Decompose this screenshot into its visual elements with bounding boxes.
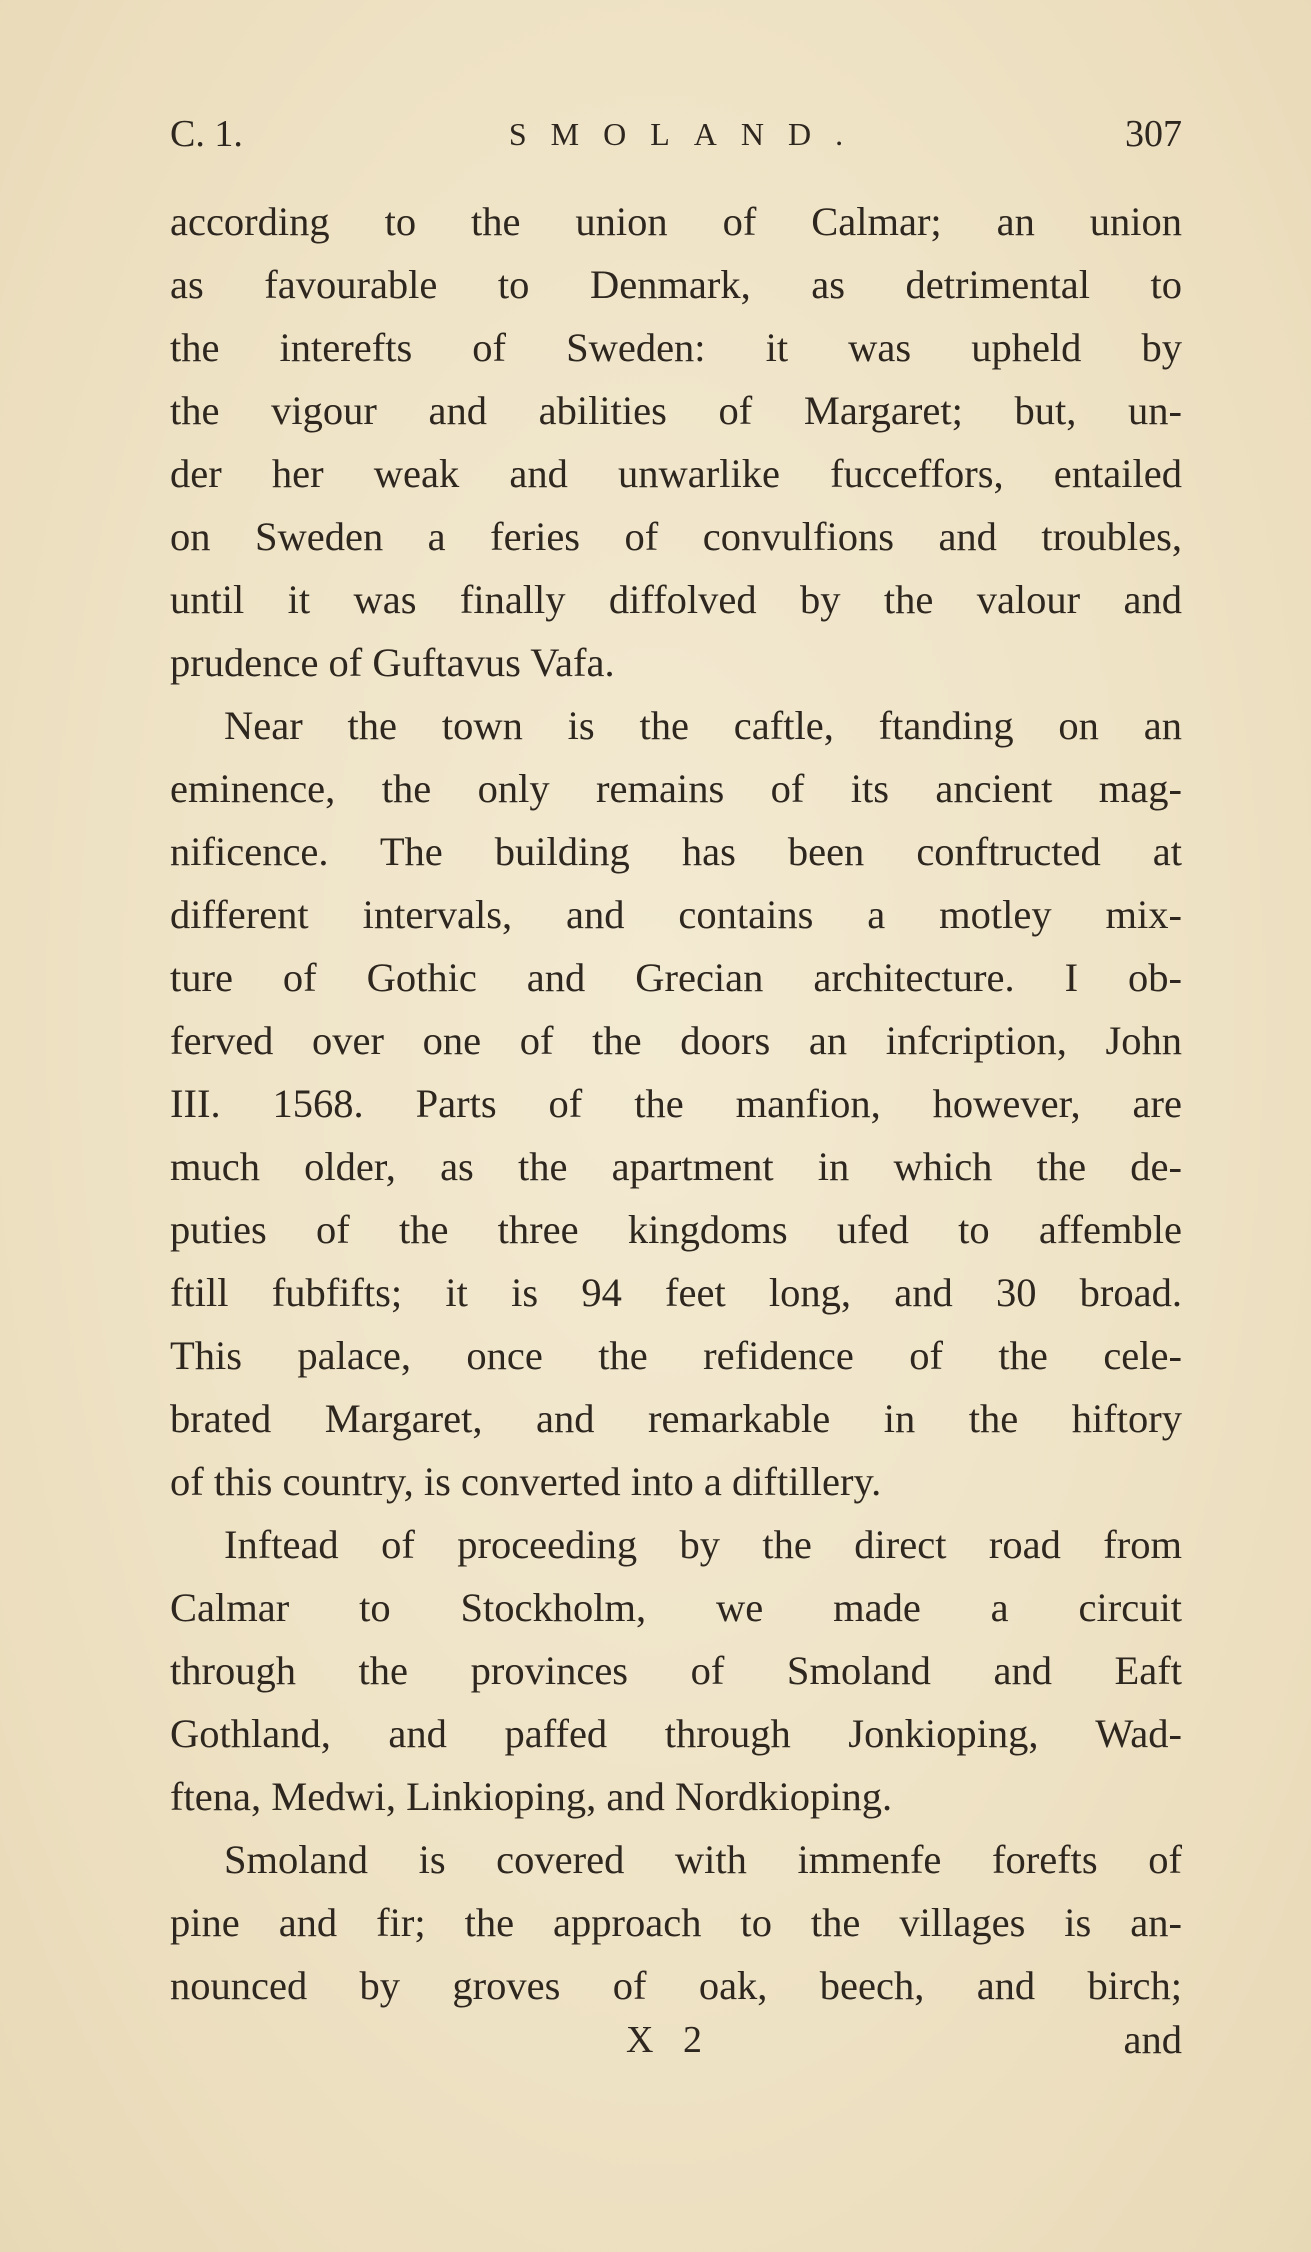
text-line: ferved over one of the doors an infcription, John [170,1018,1182,1063]
text-line: der her weak and unwarlike fucceffors, entailed [170,451,1182,496]
text-line: Gothland, and paffed through Jonkioping, Wad- [170,1711,1182,1756]
text-line: much older, as the apartment in which the de- [170,1144,1182,1189]
paragraph-start-line: Inftead of proceeding by the direct road from [224,1522,1182,1567]
text-line: eminence, the only remains of its ancient mag- [170,766,1182,811]
text-line: the interefts of Sweden: it was upheld by [170,325,1182,370]
text-line: pine and fir; the approach to the villages is an- [170,1900,1182,1945]
chapter-marker: C. 1. [170,113,243,155]
text-line: on Sweden a feries of convulfions and troubles, [170,514,1182,559]
running-title: SMOLAND. [508,116,868,152]
text-line: This palace, once the refidence of the cele- [170,1333,1182,1378]
text-line: III. 1568. Parts of the manfion, however, are [170,1081,1182,1126]
text-line: of this country, is converted into a diftillery. [170,1459,882,1504]
text-line: prudence of Guftavus Vafa. [170,640,615,685]
text-line: nounced by groves of oak, beech, and birch; [170,1963,1182,2008]
text-line: ftena, Medwi, Linkioping, and Nordkioping. [170,1774,893,1819]
paragraph-start-line: Smoland is covered with immenfe forefts of [224,1837,1182,1882]
text-line: puties of the three kingdoms ufed to affemble [170,1207,1182,1252]
text-line: brated Margaret, and remarkable in the hiftory [170,1396,1182,1441]
text-line: through the provinces of Smoland and Eaft [170,1648,1182,1693]
signature-mark: X 2 [626,2019,712,2061]
page-number: 307 [1125,113,1182,155]
text-line: until it was finally diffolved by the valour and [170,577,1182,622]
text-line: different intervals, and contains a motley mix- [170,892,1182,937]
text-line: as favourable to Denmark, as detrimental to [170,262,1182,307]
text-line: ture of Gothic and Grecian architecture. I ob- [170,955,1182,1000]
body-text [170,190,1182,2017]
text-line: nificence. The building has been conftructed at [170,829,1182,874]
text-line: ftill fubfifts; it is 94 feet long, and 30 broad. [170,1270,1182,1315]
text-line: Calmar to Stockholm, we made a circuit [170,1585,1182,1630]
catchword: and [1123,2017,1182,2062]
running-head [170,104,1182,164]
text-line: the vigour and abilities of Margaret; but, un- [170,388,1182,433]
text-line: according to the union of Calmar; an union [170,199,1182,244]
paragraph-start-line: Near the town is the caftle, ftanding on an [224,703,1182,748]
page-footer [170,2010,1182,2070]
